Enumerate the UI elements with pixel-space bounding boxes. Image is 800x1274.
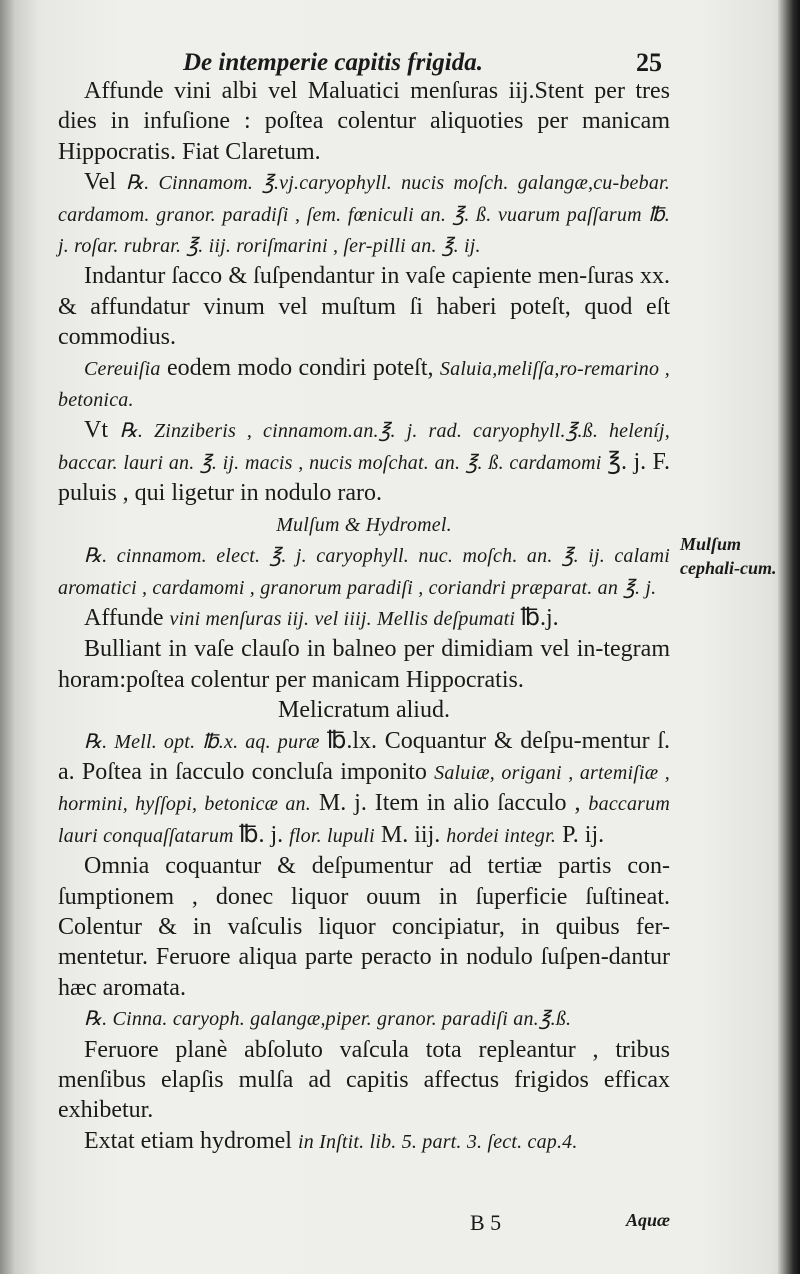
paragraph <box>58 1126 670 1157</box>
text-run: Extat etiam hydromel <box>84 1127 298 1154</box>
paragraph <box>58 167 670 261</box>
text-run: Vel <box>84 169 126 196</box>
text-run: Affunde vini albi vel Maluatici menſuras iij.Stent per tres dies in infuſione : poſtea colentur aliquoties per manicam Hippocratis. Fiat Claretum. <box>58 78 670 165</box>
paragraph <box>58 695 670 725</box>
italic-run: baccarum lauri conquaſſatarum <box>58 793 671 847</box>
italic-run: ℞. Cinna. caryoph. galangæ,piper. granor. paradiſi an.℥.ß. <box>84 1008 572 1031</box>
paragraph <box>58 851 670 1003</box>
italic-run: flor. lupuli <box>289 824 375 847</box>
paragraph <box>58 634 670 695</box>
italic-run: Saluiæ, origani , artemiſiæ , hormini, hyſſopi, betonicæ an. <box>58 761 670 816</box>
text-run: P. ij. <box>556 821 605 848</box>
text-run: ℔.lx. Coquantur & deſpu-mentur ſ. a. Poſtea in ſacculo concluſa imponito <box>58 727 670 785</box>
paragraph <box>58 603 670 634</box>
text-run: Bulliant in vaſe clauſo in balneo per dimidiam vel in-tegram horam:poſtea colentur per manicam Hippocratis. <box>58 636 670 693</box>
text-run: ℔.j. <box>520 604 559 631</box>
catchword: Aquæ <box>625 1210 670 1230</box>
text-run: Feruore planè abſoluto vaſcula tota repleantur , tribus menſibus elapſis mulſa ad capitis affectus frigidos efficax exhibetur. <box>58 1036 670 1124</box>
paragraph <box>58 726 670 852</box>
italic-run: Mulſum & Hydromel. <box>276 513 452 536</box>
text-run: Affunde <box>84 604 170 631</box>
text-run: Vt <box>84 417 120 444</box>
paragraph <box>58 1035 670 1126</box>
italic-run: vini menſuras iij. vel iiij. Mellis deſpumati <box>169 607 521 630</box>
paragraph <box>58 1003 670 1034</box>
italic-run: hordei integr. <box>446 824 557 847</box>
text-run: Omnia coquantur & deſpumentur ad tertiæ partis con-ſumptionem , donec liquor ouum in ſuperficie ſuſtineat. Colentur & in vaſculis liquor concipiatur, in quibus fer-mentetur. Feruore aliqua parte peracto in nodulo ſuſpen-dantur hæc aromata. <box>58 853 670 1001</box>
italic-run: ℞. cinnamom. elect. ℥. j. caryophyll. nuc. moſch. an. ℥. ij. calami aromatici , cardamomi , granorum paradiſi , coriandri præparat. an ℥. j. <box>58 545 670 599</box>
text-run: Melicratum aliud. <box>278 697 450 724</box>
book-spine-shadow <box>778 0 800 1274</box>
page-left-edge <box>0 0 14 1274</box>
signature-mark: B 5 <box>470 1210 502 1235</box>
text-run: ℔. j. <box>238 821 290 848</box>
running-header <box>58 42 670 76</box>
paragraph <box>58 540 670 603</box>
page-footer <box>58 1206 670 1238</box>
text-run: M. iij. <box>374 821 447 848</box>
italic-run: Saluia,meliſſa,ro-remarino , betonica. <box>58 357 670 412</box>
text-run: M. j. Item in alio ſacculo , <box>310 790 589 817</box>
italic-run: ℞. Mell. opt. ℔.x. aq. puræ <box>84 730 327 753</box>
margin-note: Mulſum cephali-cum. <box>680 534 777 578</box>
text-run: ℥. j. F. puluis , qui ligetur in nodulo raro. <box>58 448 670 507</box>
italic-run: in Inſtit. lib. 5. part. 3. ſect. cap.4. <box>297 1130 578 1153</box>
paragraph <box>58 415 670 508</box>
paragraph <box>58 509 670 540</box>
body-text <box>58 76 670 1157</box>
text-run: Indantur ſacco & ſuſpendantur in vaſe capiente men-ſuras xx. & affundatur vinum vel muſtum ſi haberi poteſt, quod eſt commodius. <box>58 263 670 351</box>
page-text-block <box>58 42 670 1157</box>
italic-run: ℞. Cinnamom. ℥.vj.caryophyll. nucis moſch. galangæ,cu-bebar. cardamom. granor. paradiſi , ſem. fœniculi an. ℥. ß. vuarum paſſarum ℔. j. roſar. rubrar. ℥. iij. roriſmarini , ſer-pilli an. ℥. ij. <box>58 172 670 258</box>
italic-run: ℞. Zinziberis , cinnamom.an.℥. j. rad. caryophyll.℥.ß. heleníj, baccar. lauri an. ℥. ij. macis , nucis moſchat. an. ℥. ß. cardamomi <box>58 420 670 474</box>
page-number: 25 <box>636 48 662 77</box>
paragraph <box>58 261 670 352</box>
text-run: eodem modo condiri poteſt, <box>160 354 440 381</box>
paragraph <box>58 76 670 167</box>
running-title: De intemperie capitis frigida. <box>183 49 483 76</box>
italic-run: Cereuiſia <box>84 357 161 380</box>
paragraph <box>58 353 670 416</box>
